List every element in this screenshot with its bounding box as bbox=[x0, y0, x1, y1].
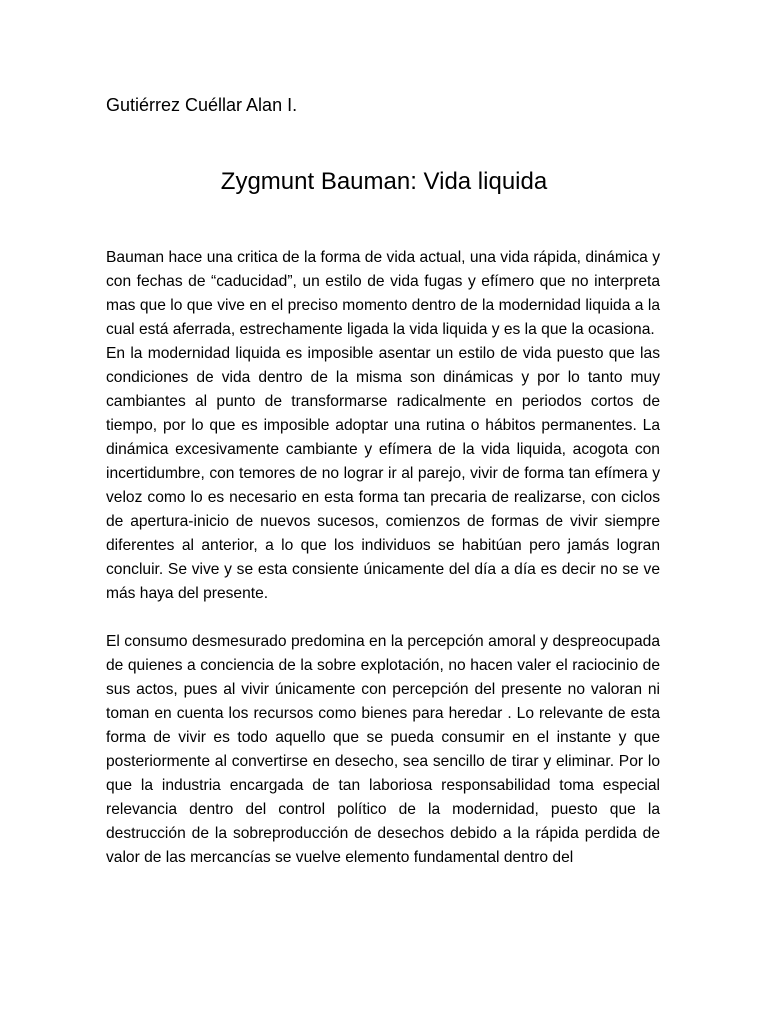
document-body bbox=[106, 246, 660, 870]
document-title: Zygmunt Bauman: Vida liquida bbox=[220, 168, 548, 195]
paragraph-2: En la modernidad liquida es imposible asentar un estilo de vida puesto que las condiciones de vida dentro de la misma son dinámicas y por lo tanto muy cambiantes al punto de transformarse radicalmente en periodos cortos de tiempo, por lo que es imposible adoptar una rutina o hábitos permanentes. La dinámica excesivamente cambiante y efímera de la vida liquida, acogota con incertidumbre, con temores de no lograr ir al parejo, vivir de forma tan efímera y veloz como lo es necesario en esta forma tan precaria de realizarse, con ciclos de apertura-inicio de nuevos sucesos, comienzos de formas de vivir siempre diferentes al anterior, a lo que los individuos se habitúan pero jamás logran concluir. Se vive y se esta consiente únicamente del día a día es decir no se ve más haya del presente. bbox=[106, 345, 660, 602]
paragraph-1: Bauman hace una critica de la forma de vida actual, una vida rápida, dinámica y con fechas de “caducidad”, un estilo de vida fugas y efímero que no interpreta mas que lo que vive en el preciso momento dentro de la modernidad liquida a la cual está aferrada, estrechamente ligada la vida liquida y es la que la ocasiona. bbox=[106, 249, 660, 338]
paragraph-3: El consumo desmesurado predomina en la percepción amoral y despreocupada de quienes a conciencia de la sobre explotación, no hacen valer el raciocinio de sus actos, pues al vivir únicamente con percepción del presente no valoran ni toman en cuenta los recursos como bienes para heredar . Lo relevante de esta forma de vivir es todo aquello que se pueda consumir en el instante y que posteriormente al convertirse en desecho, sea sencillo de tirar y eliminar. Por lo que la industria encargada de tan laboriosa responsabilidad toma especial relevancia dentro del control político de la modernidad, puesto que la destrucción de la sobreproducción de desechos debido a la rápida perdida de valor de las mercancías se vuelve elemento fundamental dentro del bbox=[106, 633, 660, 866]
author-name: Gutiérrez Cuéllar Alan I. bbox=[106, 95, 298, 115]
